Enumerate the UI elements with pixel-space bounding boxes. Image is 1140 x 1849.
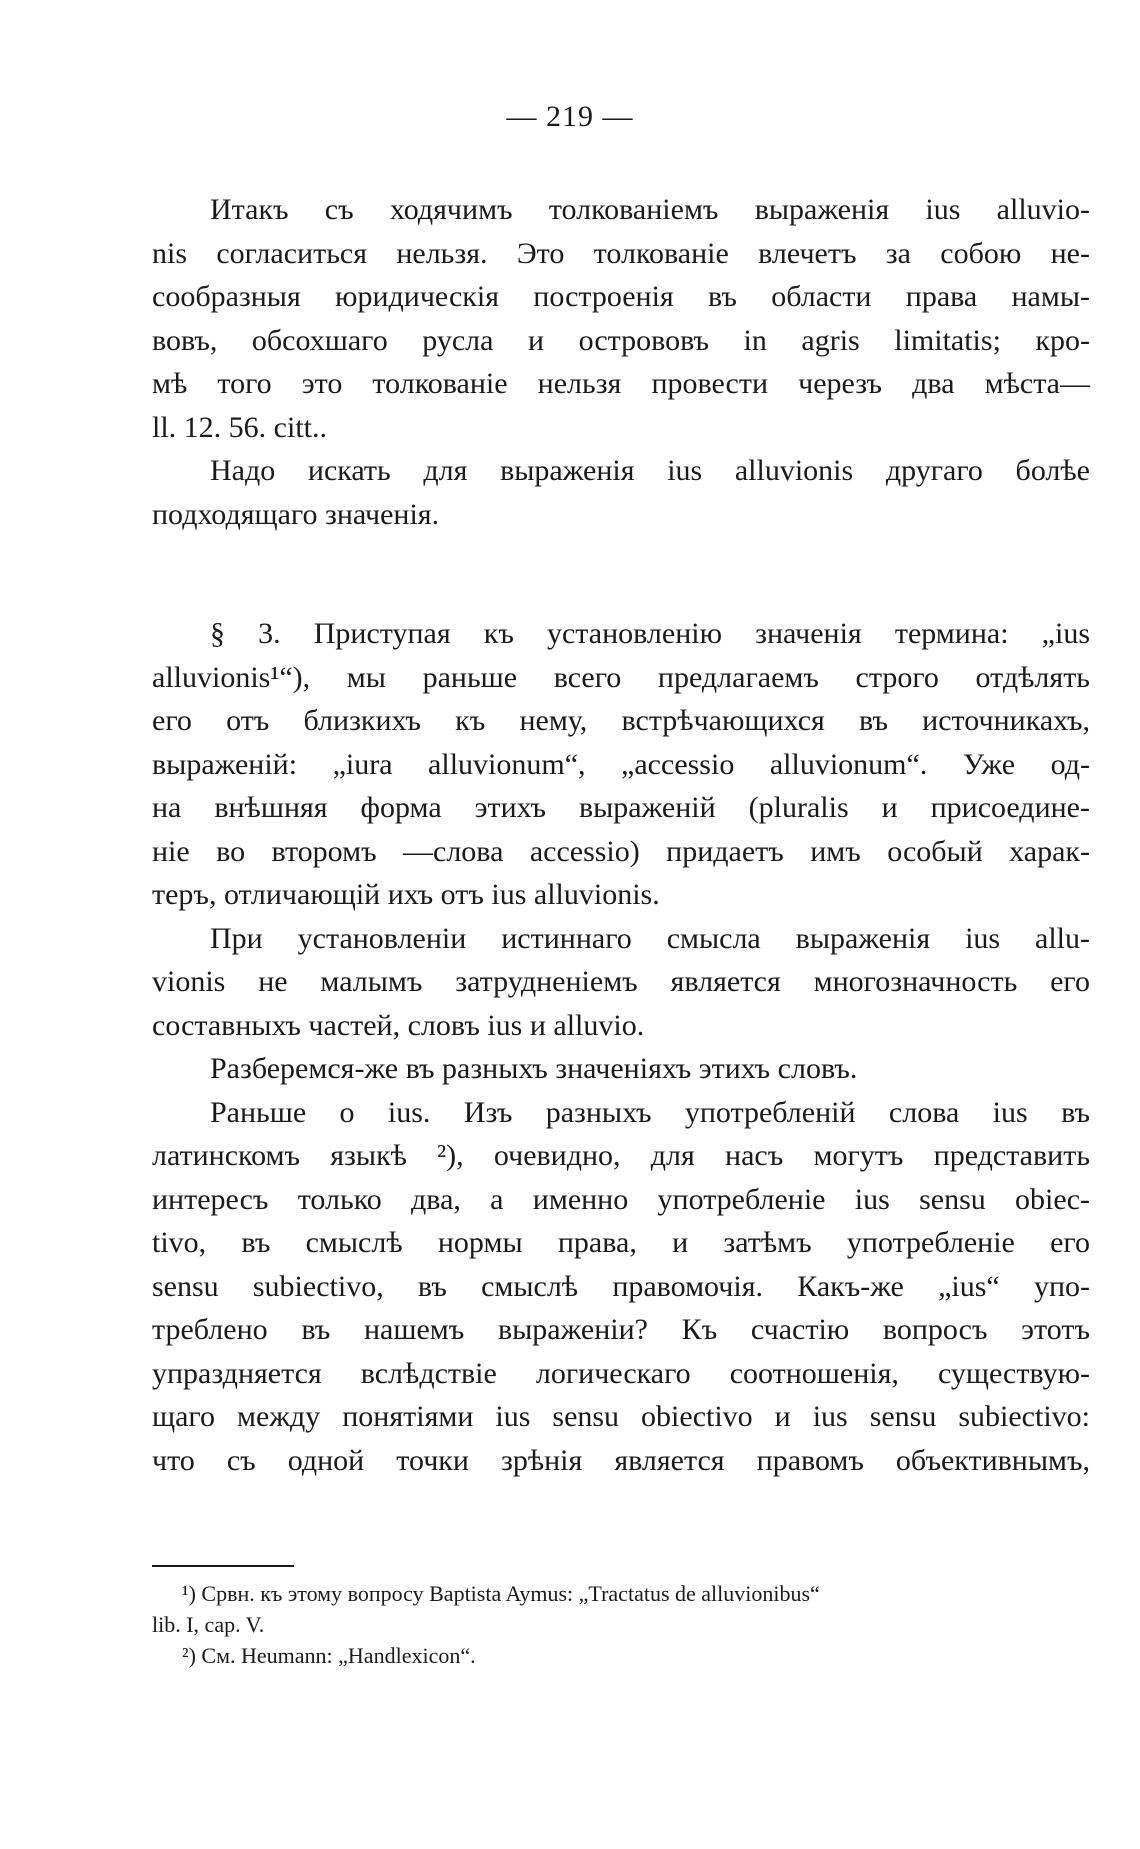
text-line: что съ одной точки зрѣнія является правомъ объективнымъ,: [152, 1443, 1090, 1477]
text-line: щаго между понятіями ius sensu obiectivo и ius sensu subiectivo:: [152, 1400, 1090, 1433]
text-line: ніе во второмъ —слова accessio) придаетъ имъ особый харак-: [152, 834, 1090, 868]
text-line: nis согласиться нельзя. Это толкованіе влечетъ за собою не-: [152, 236, 1090, 270]
paragraph: [152, 917, 1090, 1048]
text-line: Раньше о ius. Изъ разныхъ употребленій слова ius въ: [210, 1095, 1090, 1129]
text-line: выраженій: „iura alluvionum“, „accessio alluvionum“. Уже од-: [152, 747, 1090, 781]
text-line: Итакъ съ ходячимъ толкованіемъ выраженія ius alluvio-: [210, 193, 1090, 226]
text-line: треблено въ нашемъ выраженіи? Къ счастію вопросъ этотъ: [152, 1313, 1090, 1346]
paragraph: [152, 449, 1090, 536]
text-line: подходящаго значенія.: [152, 497, 440, 531]
text-block-section-3: [152, 612, 1090, 1482]
text-line: интересъ только два, а именно употребленіе ius sensu obiec-: [152, 1182, 1090, 1216]
text-line: При установленіи истиннаго смысла выраженія ius allu-: [210, 921, 1090, 955]
text-line: составныхъ частей, словъ ius и alluvio.: [152, 1008, 645, 1042]
paragraph: [152, 1047, 1090, 1091]
text-line: Надо искать для выраженія ius alluvionis другаго болѣе: [210, 454, 1090, 487]
text-line: sensu subiectivo, въ смыслѣ правомочія. Какъ-же „ius“ упо-: [152, 1269, 1090, 1303]
text-line: Разберемся-же въ разныхъ значеніяхъ этихъ словъ.: [210, 1052, 858, 1085]
text-line: § 3. Приступая къ установленію значенія термина: „ius: [210, 617, 1090, 650]
text-line: мѣ того это толкованіе нельзя провести черезъ два мѣста—: [152, 367, 1090, 400]
footnote-divider: [152, 1565, 294, 1567]
footnote-1-continued: lib. I, cap. V.: [152, 1612, 265, 1637]
text-block-upper: [152, 188, 1090, 536]
text-line: теръ, отличающій ихъ отъ ius alluvionis.: [152, 878, 660, 911]
text-line: его отъ близкихъ къ нему, встрѣчающихся въ источникахъ,: [152, 704, 1090, 737]
paragraph: [152, 612, 1090, 917]
text-line: ll. 12. 56. citt..: [152, 410, 327, 444]
paragraph: [152, 188, 1090, 449]
page-number: — 219 —: [506, 100, 634, 133]
text-line: на внѣшняя форма этихъ выраженій (pluralis и присоедине-: [152, 791, 1090, 824]
text-line: упраздняется вслѣдствіе логическаго соотношенія, существую-: [152, 1356, 1090, 1390]
footnotes: [152, 1578, 1090, 1671]
text-line: tivo, въ смыслѣ нормы права, и затѣмъ употребленіе его: [152, 1226, 1090, 1259]
text-line: сообразныя юридическія построенія въ области права намы-: [152, 280, 1090, 313]
text-line: латинскомъ языкѣ ²), очевидно, для насъ могутъ представить: [152, 1139, 1090, 1172]
paragraph: [152, 1091, 1090, 1483]
footnote-1: ¹) Срвн. къ этому вопросу Baptista Aymus: „Tractatus de alluvionibus“: [182, 1581, 820, 1606]
text-line: вовъ, обсохшаго русла и острововъ in agris limitatis; кро-: [152, 323, 1090, 357]
text-line: alluvionis¹“), мы раньше всего предлагаемъ строго отдѣлять: [152, 660, 1090, 694]
text-line: vionis не малымъ затрудненіемъ является многозначность его: [152, 965, 1090, 998]
footnote-2: ²) См. Heumann: „Handlexicon“.: [182, 1643, 476, 1668]
